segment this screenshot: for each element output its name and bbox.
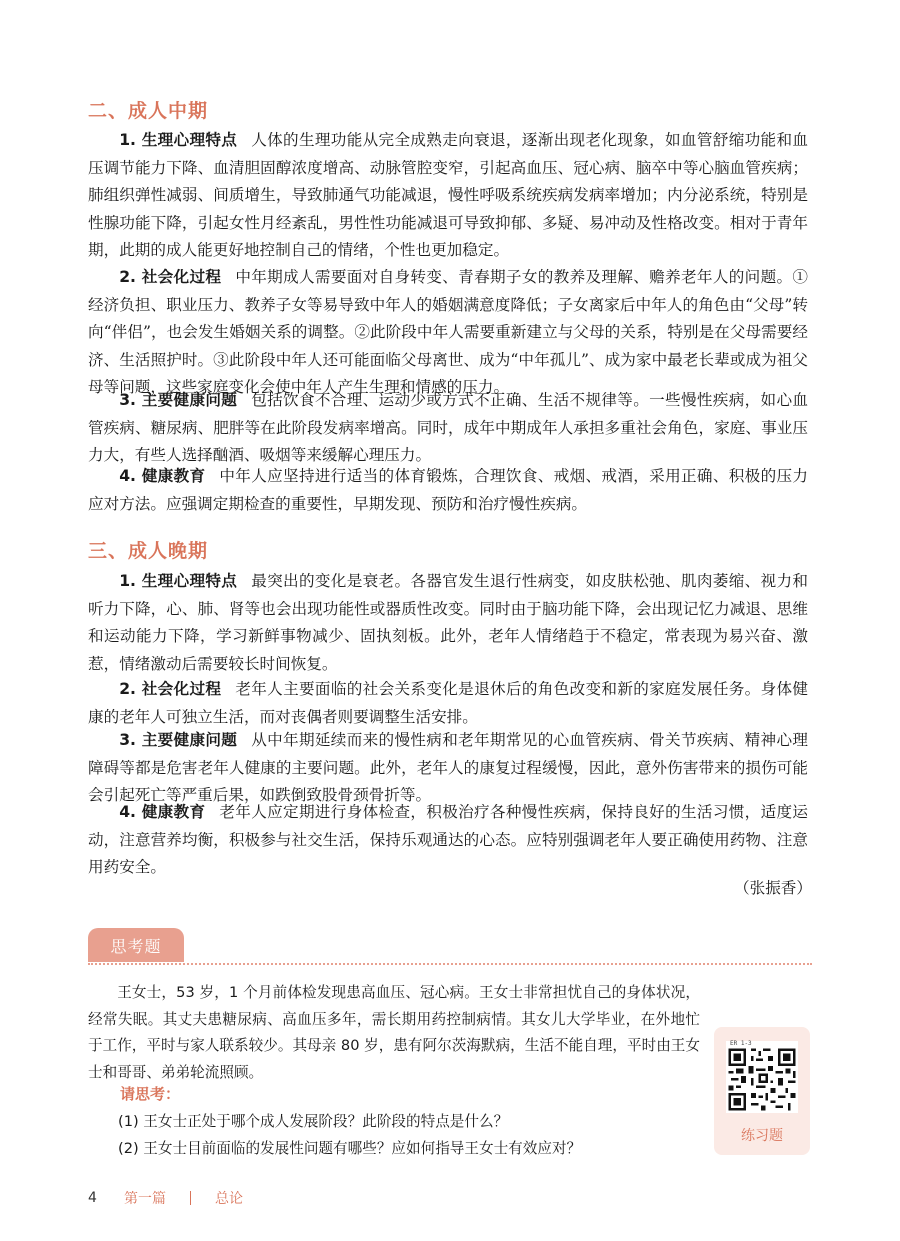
- qr-exercise-card[interactable]: [714, 1027, 810, 1155]
- paragraph: [88, 568, 808, 678]
- author-credit: （张振香）: [734, 879, 812, 897]
- dotted-divider: [88, 963, 812, 965]
- paragraph-text: 最突出的变化是衰老。各器官发生退行性病变，如皮肤松弛、肌肉萎缩、视力和听力下降，心、肺、肾等也会出现功能性或器质性改变。同时由于脑功能下降，会出现记忆力减退、思维和运动能力下降，学习新鲜事物减少、固执刻板。此外，老年人情绪趋于不稳定，常表现为易兴奋、激惹，情绪激动后需要较长时间恢复。: [88, 572, 808, 673]
- section-heading-late-adulthood: 三、成人晚期: [88, 540, 209, 562]
- exercise-label[interactable]: 练习题: [741, 1128, 783, 1144]
- paragraph: [88, 264, 808, 402]
- footer-separator: [190, 1191, 191, 1205]
- paragraph-text: 老年人应定期进行身体检查，积极治疗各种慢性疾病，保持良好的生活习惯，适度运动，注意营养均衡，积极参与社交生活，保持乐观通达的心态。应特别强调老年人要正确使用药物、注意用药安全。: [88, 803, 808, 876]
- paragraph-lead: 4. 健康教育: [119, 803, 206, 821]
- section-heading-mid-adulthood: 二、成人中期: [88, 100, 209, 122]
- page-footer: [88, 1188, 243, 1208]
- paragraph: [88, 676, 808, 731]
- paragraph-lead: 1. 生理心理特点: [119, 131, 238, 149]
- qr-code-icon[interactable]: [726, 1041, 798, 1113]
- paragraph-lead: 2. 社会化过程: [119, 680, 222, 698]
- paragraph-lead: 3. 主要健康问题: [119, 731, 238, 749]
- paragraph: [88, 727, 808, 810]
- paragraph-lead: 2. 社会化过程: [119, 268, 222, 286]
- qr-code-tag: ER 1-3: [730, 1040, 752, 1047]
- paragraph-text: 老年人主要面临的社会关系变化是退休后的角色改变和新的家庭发展任务。身体健康的老年人可独立生活，而对丧偶者则要调整生活安排。: [88, 680, 808, 726]
- paragraph: [88, 387, 808, 470]
- footer-part: 第一篇: [124, 1191, 166, 1207]
- paragraph-text: 中年期成人需要面对自身转变、青春期子女的教养及理解、赡养老年人的问题。①经济负担、职业压力、教养子女等易导致中年人的婚姻满意度降低；子女离家后中年人的角色由“父母”转向“伴侣”，也会发生婚姻关系的调整。②此阶段中年人需要重新建立与父母的关系，特别是在父母需要经济、生活照护时。③此阶段中年人还可能面临父母离世、成为“中年孤儿”、成为家中最老长辈或成为祖父母等问题，这些家庭变化会使中年人产生生理和情感的压力。: [88, 268, 808, 396]
- paragraph: [88, 799, 808, 882]
- paragraph-lead: 4. 健康教育: [119, 467, 206, 485]
- footer-chapter: 总论: [215, 1191, 243, 1207]
- think-questions-tab: 思考题: [88, 928, 184, 962]
- paragraph-text: 中年人应坚持进行适当的体育锻炼，合理饮食、戒烟、戒酒，采用正确、积极的压力应对方法。应强调定期检查的重要性，早期发现、预防和治疗慢性疾病。: [88, 467, 808, 513]
- paragraph-lead: 3. 主要健康问题: [119, 391, 238, 409]
- case-study-text: 王女士，53 岁，1 个月前体检发现患高血压、冠心病。王女士非常担忧自己的身体状况，经常失眠。其丈夫患糖尿病、高血压多年，需长期用药控制病情。其女儿大学毕业，在外地忙于工作，平时与家人联系较少。其母亲 80 岁，患有阿尔茨海默病，生活不能自理，平时由王女士和哥哥、弟弟轮流照顾。: [88, 984, 700, 1081]
- paragraph-text: 包括饮食不合理、运动少或方式不正确、生活不规律等。一些慢性疾病，如心血管疾病、糖尿病、肥胖等在此阶段发病率增高。同时，成年中期成年人承担多重社会角色，家庭、事业压力大，有些人选择酗酒、吸烟等来缓解心理压力。: [88, 391, 808, 464]
- paragraph-text: 人体的生理功能从完全成熟走向衰退，逐渐出现老化现象，如血管舒缩功能和血压调节能力下降、血清胆固醇浓度增高、动脉管腔变窄，引起高血压、冠心病、脑卒中等心脑血管疾病；肺组织弹性减弱、间质增生，导致肺通气功能减退，慢性呼吸系统疾病发病率增加；内分泌系统，特别是性腺功能下降，引起女性月经紊乱，男性性功能减退可导致抑郁、多疑、易冲动及性格改变。相对于青年期，此期的成人能更好地控制自己的情绪，个性也更加稳定。: [88, 131, 808, 259]
- page-number: 4: [88, 1190, 97, 1206]
- paragraph: [88, 127, 808, 265]
- paragraph: [88, 463, 808, 518]
- please-think-label: 请思考：: [120, 1085, 181, 1103]
- paragraph-lead: 1. 生理心理特点: [119, 572, 238, 590]
- paragraph-text: 从中年期延续而来的慢性病和老年期常见的心血管疾病、骨关节疾病、精神心理障碍等都是危害老年人健康的主要问题。此外，老年人的康复过程缓慢，因此，意外伤害带来的损伤可能会引起死亡等严重后果，如跌倒致股骨颈骨折等。: [88, 731, 808, 804]
- question-item: (1) 王女士正处于哪个成人发展阶段？此阶段的特点是什么？: [118, 1113, 509, 1130]
- question-item: (2) 王女士目前面临的发展性问题有哪些？应如何指导王女士有效应对？: [118, 1140, 582, 1157]
